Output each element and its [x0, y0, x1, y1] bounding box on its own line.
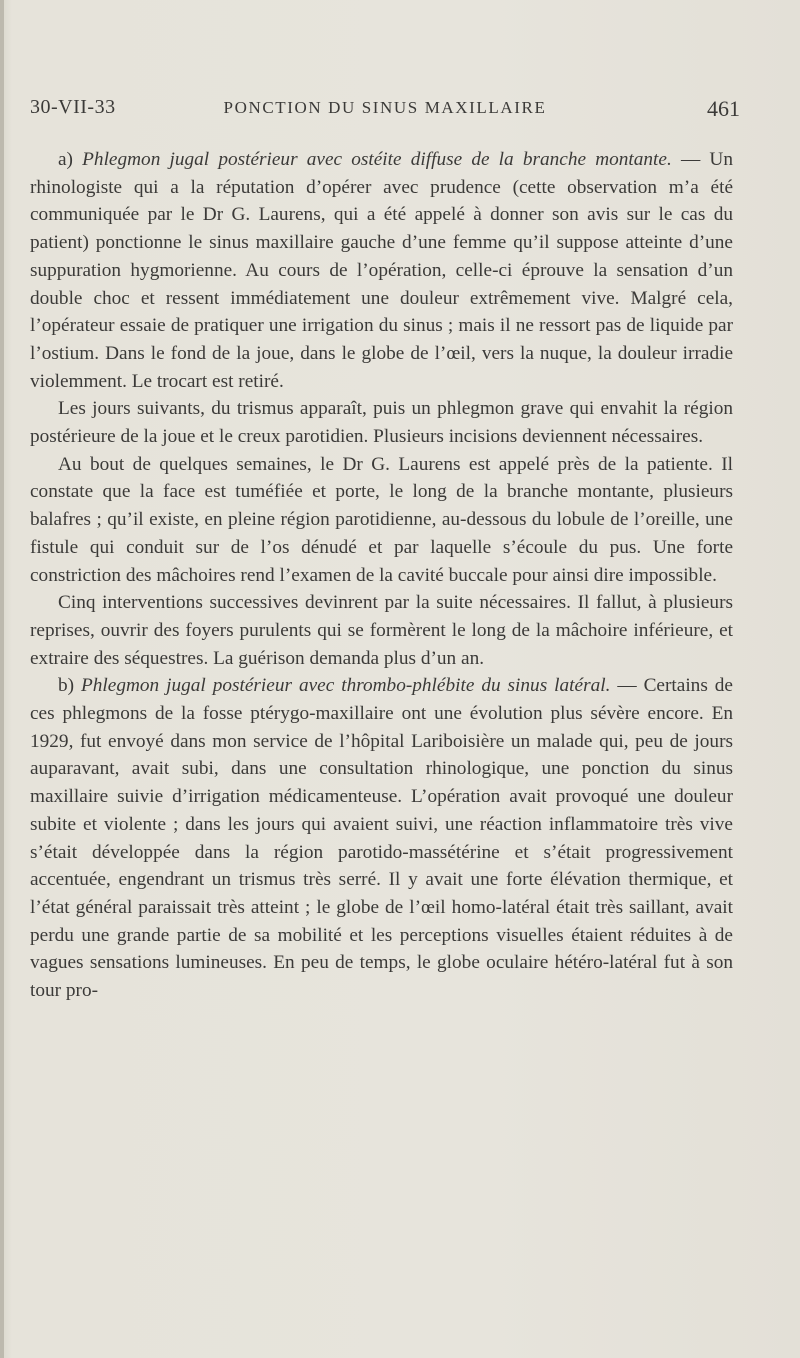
paragraph-text: — Un rhinologiste qui a la réputation d’opérer avec prudence (cette observation m’a été communiquée par le Dr G. Laurens, qui a été appelé à donner son avis sur le cas du patient) ponctionne le sinus maxillaire gauche d’une femme qu’il suppose atteinte d’une suppuration hygmorienne. Au cours de l’opération, celle-ci éprouve la sensation d’un double choc et ressent immédiatement une douleur extrêmement vive. Malgré cela, l’opérateur essaie de pratiquer une irrigation du sinus ; mais il ne ressort pas de liquide par l’ostium. Dans le fond de la joue, dans le globe de l’œil, vers la nuque, la douleur irradie violemment. Le trocart est retiré.	[30, 149, 733, 392]
paragraph-a	[30, 146, 733, 395]
paragraph-lead: b)	[58, 675, 82, 697]
paragraph-text: Au bout de quelques semaines, le Dr G. Laurens est appelé près de la patiente. Il constate que la face est tuméfiée et porte, le long de la branche montante, plusieurs balafres ; qu’il existe, en pleine région parotidienne, au-dessous du lobule de l’oreille, une fistule qui conduit sur de l’os dénudé et par laquelle s’écoule du pus. Une forte constriction des mâchoires rend l’examen de la cavité buccale pour ainsi dire impossible.	[30, 453, 733, 586]
paragraph-text: Les jours suivants, du trismus apparaît, puis un phlegmon grave qui envahit la région postérieure de la joue et le creux parotidien. Plusieurs incisions deviennent nécessaires.	[30, 398, 733, 448]
paragraph	[30, 451, 733, 590]
header-title: PONCTION DU SINUS MAXILLAIRE	[223, 98, 547, 117]
paragraph-text: Cinq interventions successives devinrent par la suite nécessaires. Il fallut, à plusieurs reprises, ouvrir des foyers purulents qui se formèrent le long de la mâchoire inférieure, et extraire des séquestres. La guérison demanda plus d’un an.	[30, 592, 733, 669]
paragraph-lead: a)	[58, 149, 83, 170]
paragraph-b	[30, 672, 733, 1004]
section-heading-a: Phlegmon jugal postérieur avec ostéite diffuse de la branche montante.	[82, 149, 672, 170]
paragraph	[30, 395, 733, 450]
running-header	[30, 96, 740, 126]
header-date: 30-VII-33	[30, 96, 116, 118]
page-edge	[0, 0, 4, 1358]
page-number: 461	[707, 96, 740, 121]
section-heading-b: Phlegmon jugal postérieur avec thrombo-phlébite du sinus latéral.	[81, 675, 611, 697]
paragraph-text: — Certains de ces phlegmons de la fosse ptérygo-maxillaire ont une évolution plus sévère encore. En 1929, fut envoyé dans mon service de l’hôpital Lariboisière un malade qui, peu de jours auparavant, avait subi, dans une consultation rhinologique, une ponction du sinus maxillaire suivie d’irrigation médicamenteuse. L’opération avait provoqué une douleur subite et violente ; dans les jours qui avaient suivi, une réaction inflammatoire très vive s’était développée dans la région parotido-massétérine et s’était progressivement accentuée, engendrant un trismus très serré. Il y avait une forte élévation thermique, et l’état général paraissait très atteint ; le globe de l’œil homo-latéral était très saillant, avait perdu une grande partie de sa mobilité et les perceptions visuelles étaient réduites à de vagues sensations lumineuses. En peu de temps, le globe oculaire hétéro-latéral fut à son tour pro-	[30, 675, 733, 1002]
paragraph	[30, 589, 733, 672]
body-text	[30, 146, 733, 1005]
